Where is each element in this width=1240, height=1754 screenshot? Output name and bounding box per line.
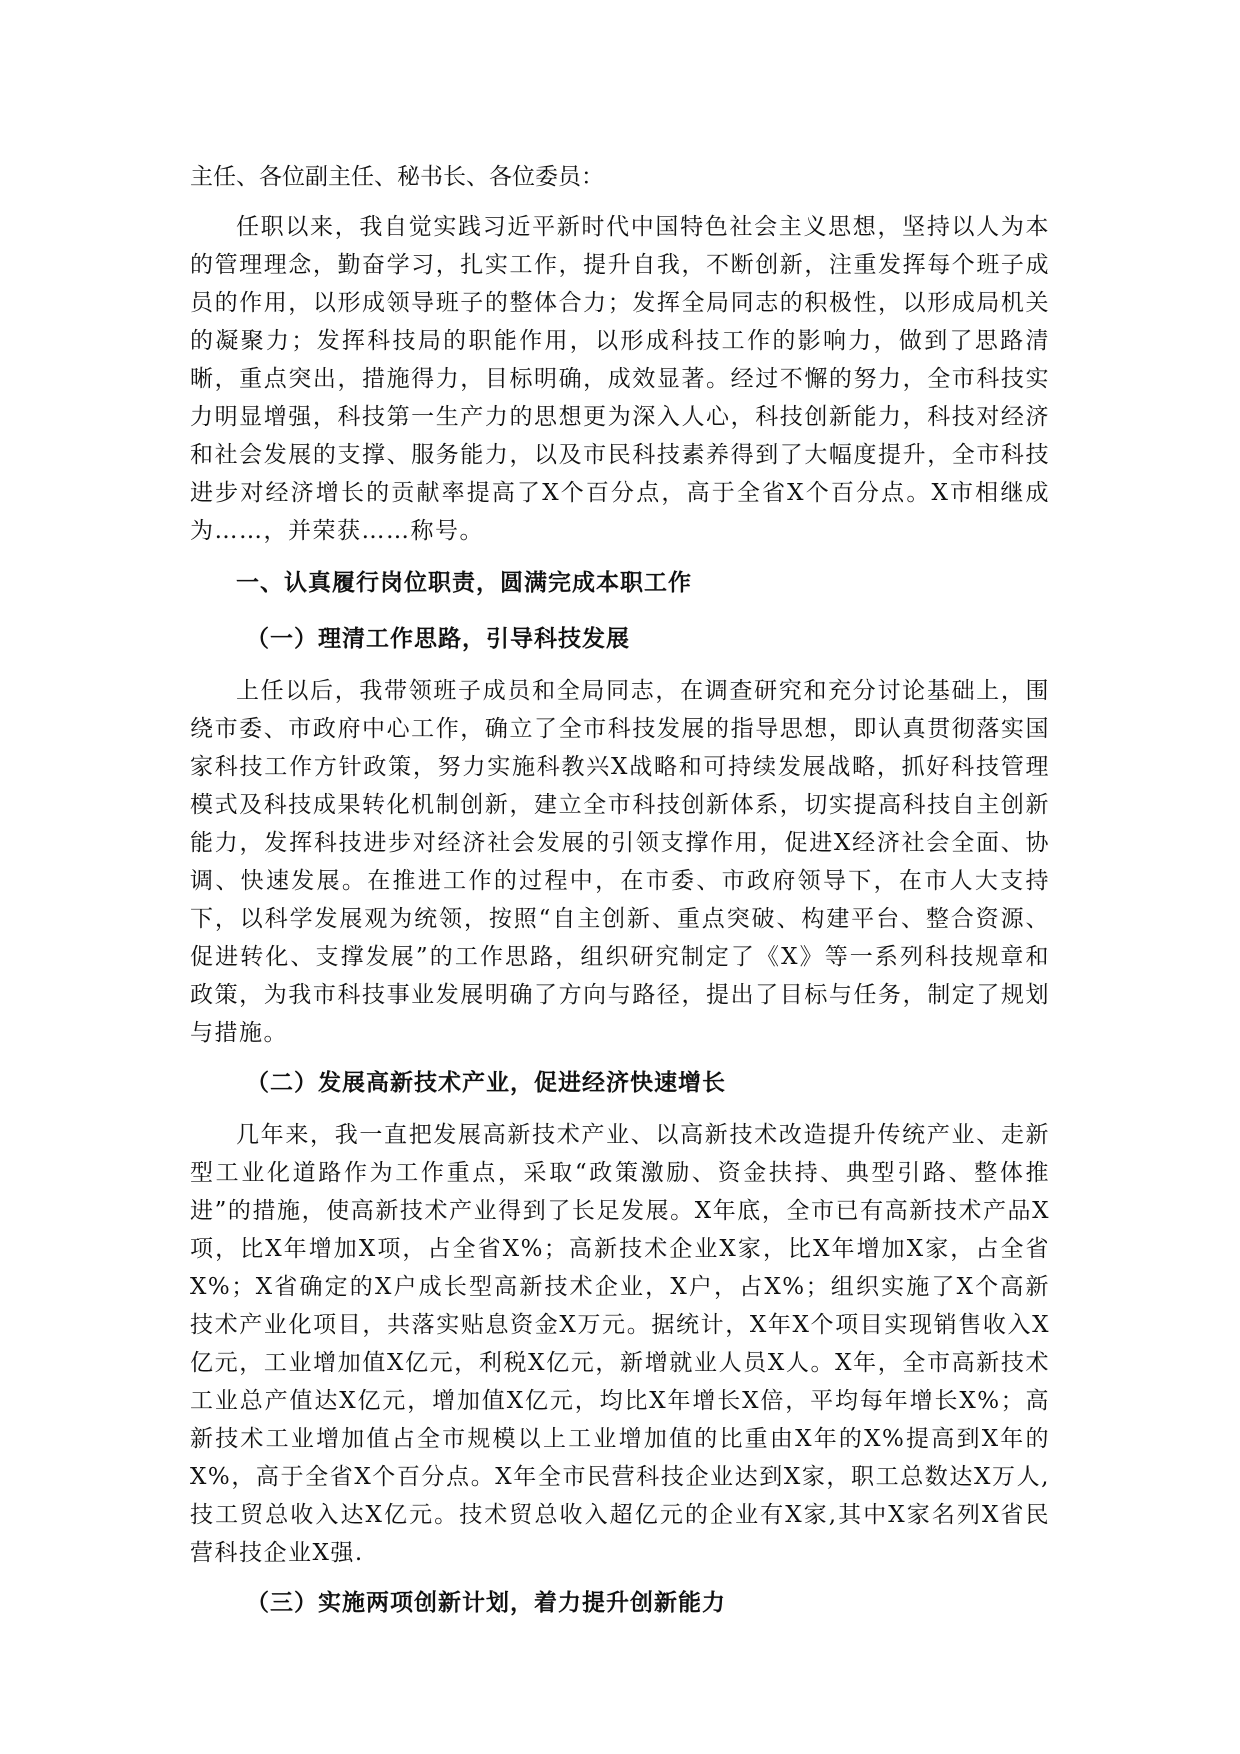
- subsection-1-paragraph: 上任以后，我带领班子成员和全局同志，在调查研究和充分讨论基础上，围绕市委、市政府中心工作，确立了全市科技发展的指导思想，即认真贯彻落实国家科技工作方针政策，努力实施科教兴X战略和可持续发展战略，抓好科技管理模式及科技成果转化机制创新，建立全市科技创新体系，切实提高科技自主创新能力，发挥科技进步对经济社会发展的引领支撑作用，促进X经济社会全面、协调、快速发展。在推进工作的过程中，在市委、市政府领导下，在市人大支持下，以科学发展观为统领，按照“自主创新、重点突破、构建平台、整合资源、促进转化、支撑发展”的工作思路，组织研究制定了《X》等一系列科技规章和政策，为我市科技事业发展明确了方向与路径，提出了目标与任务，制定了规划与措施。: [190, 678, 1050, 1046]
- intro-paragraph: 任职以来，我自觉实践习近平新时代中国特色社会主义思想，坚持以人为本的管理理念，勤奋学习，扎实工作，提升自我，不断创新，注重发挥每个班子成员的作用，以形成领导班子的整体合力；发挥全局同志的积极性，以形成局机关的凝聚力；发挥科技局的职能作用，以形成科技工作的影响力，做到了思路清晰，重点突出，措施得力，目标明确，成效显著。经过不懈的努力，全市科技实力明显增强，科技第一生产力的思想更为深入人心，科技创新能力，科技对经济和社会发展的支撑、服务能力，以及市民科技素养得到了大幅度提升，全市科技进步对经济增长的贡献率提高了X个百分点，高于全省X个百分点。X市相继成为……，并荣获……称号。: [190, 214, 1050, 544]
- salutation: 主任、各位副主任、秘书长、各位委员：: [190, 164, 604, 190]
- subsection-3-heading: （三）实施两项创新计划，着力提升创新能力: [246, 1589, 726, 1616]
- section-1-heading: 一、认真履行岗位职责，圆满完成本职工作: [236, 569, 692, 596]
- subsection-2-heading: （二）发展高新技术产业，促进经济快速增长: [246, 1069, 726, 1096]
- document-page: [190, 158, 1050, 1636]
- subsection-1-heading: （一）理清工作思路，引导科技发展: [246, 625, 630, 652]
- subsection-2-paragraph: 几年来，我一直把发展高新技术产业、以高新技术改造提升传统产业、走新型工业化道路作为工作重点，采取“政策激励、资金扶持、典型引路、整体推进”的措施，使高新技术产业得到了长足发展。X年底，全市已有高新技术产品X项，比X年增加X项，占全省X%；高新技术企业X家，比X年增加X家，占全省X%；X省确定的X户成长型高新技术企业，X户，占X%；组织实施了X个高新技术产业化项目，共落实贴息资金X万元。据统计，X年X个项目实现销售收入X亿元，工业增加值X亿元，利税X亿元，新增就业人员X人。X年，全市高新技术工业总产值达X亿元，增加值X亿元，均比X年增长X倍，平均每年增长X%；高新技术工业增加值占全市规模以上工业增加值的比重由X年的X%提高到X年的X%，高于全省X个百分点。X年全市民营科技企业达到X家，职工总数达X万人,技工贸总收入达X亿元。技术贸总收入超亿元的企业有X家,其中X家名列X省民营科技企业X强.: [190, 1122, 1050, 1566]
